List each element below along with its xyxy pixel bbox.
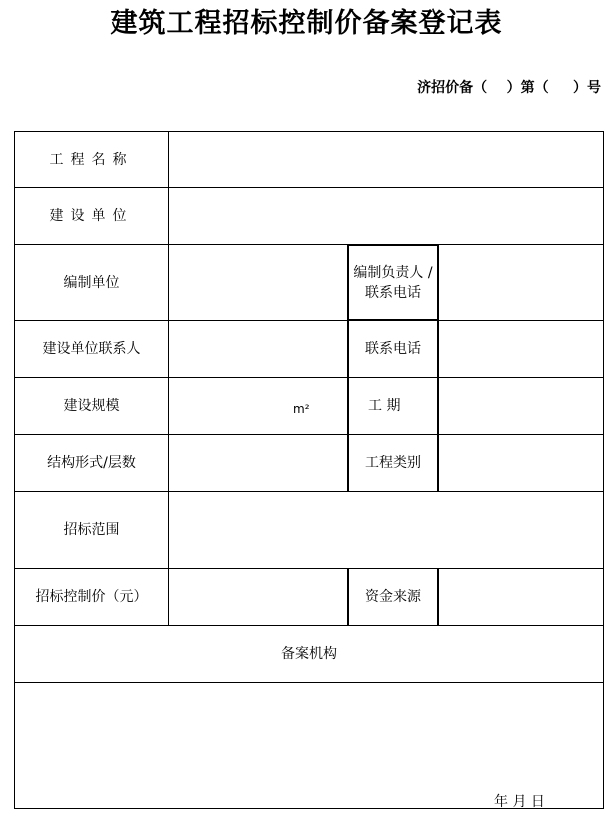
form-title: 建筑工程招标控制价备案登记表 — [110, 8, 503, 39]
construction-unit-field[interactable] — [168, 187, 604, 245]
construction-unit-label: 建设单位 — [14, 187, 169, 245]
construction-contact-label: 建设单位联系人 — [14, 320, 169, 378]
tender-scope-label: 招标范围 — [14, 491, 169, 569]
project-type-field[interactable] — [437, 434, 604, 492]
compiler-person-label-line1: 编制负责人 / — [353, 264, 433, 281]
compiler-unit-field[interactable] — [168, 244, 349, 321]
fund-source-field[interactable] — [437, 568, 604, 626]
filing-org-area[interactable] — [14, 682, 604, 809]
project-name-label: 工程名称 — [14, 131, 169, 188]
contact-phone-field[interactable] — [437, 320, 604, 378]
duration-field[interactable] — [437, 377, 604, 435]
duration-label: 工 期 — [347, 377, 439, 435]
scale-unit: m² — [293, 402, 310, 416]
control-price-label: 招标控制价（元） — [14, 568, 169, 626]
project-type-label: 工程类别 — [347, 434, 439, 492]
compiler-person-label-line2: 联系电话 — [365, 284, 421, 301]
scale-label: 建设规模 — [14, 377, 169, 435]
registration-number-line: 济招价备（ ）第（ ）号 — [417, 80, 601, 96]
project-name-field[interactable] — [168, 131, 604, 188]
filing-date: 年 月 日 — [494, 794, 545, 810]
structure-field[interactable] — [168, 434, 349, 492]
structure-label: 结构形式/层数 — [14, 434, 169, 492]
compiler-person-label — [347, 244, 439, 321]
construction-contact-field[interactable] — [168, 320, 349, 378]
tender-scope-field[interactable] — [168, 491, 604, 569]
compiler-person-field[interactable] — [437, 244, 604, 321]
fund-source-label: 资金来源 — [347, 568, 439, 626]
contact-phone-label: 联系电话 — [347, 320, 439, 378]
scale-field[interactable] — [168, 377, 349, 435]
compiler-unit-label: 编制单位 — [14, 244, 169, 321]
control-price-field[interactable] — [168, 568, 349, 626]
filing-org-label: 备案机构 — [14, 625, 604, 683]
